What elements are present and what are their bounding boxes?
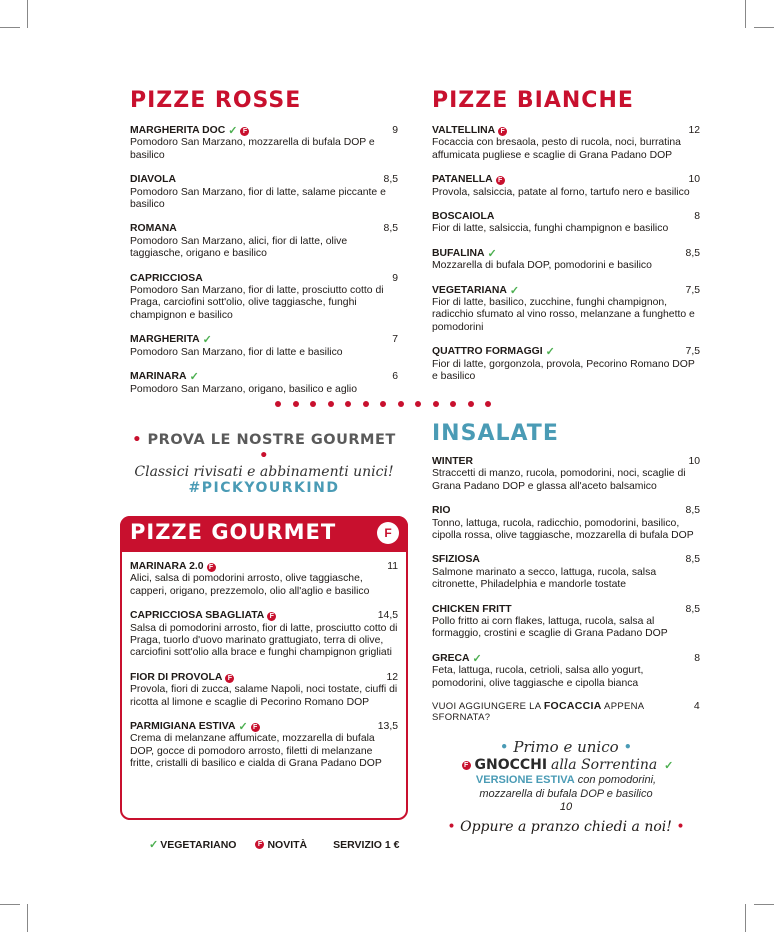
- divider-dot: [363, 401, 369, 407]
- gourmet-promo: [130, 432, 398, 496]
- menu-item-price: 14,5: [377, 610, 398, 622]
- focaccia-addon: [432, 700, 700, 723]
- menu-item-header: [130, 334, 398, 346]
- menu-item-description: Focaccia con bresaola, pesto di rucola, noci, burratina affumicata pugliese e scaglie di Grana Padano DOP: [432, 137, 681, 161]
- menu-item-description: Pomodoro San Marzano, fior di latte e basilico: [130, 346, 343, 358]
- menu-item-description: Pomodoro San Marzano, fior di latte, salame piccante e basilico: [130, 186, 386, 211]
- menu-item-name: GRECA: [432, 652, 470, 664]
- menu-item-name: FIOR DI PROVOLA: [130, 671, 223, 683]
- crop-mark: [27, 904, 28, 932]
- menu-item-header: [432, 346, 700, 358]
- menu-item-price: 8,5: [685, 247, 700, 259]
- menu-item-header: [432, 248, 700, 260]
- menu-item-name: MARGHERITA DOC: [130, 125, 226, 136]
- menu-item-header: [432, 174, 700, 186]
- lunch-text: Oppure a pranzo chiedi a noi!: [460, 819, 672, 835]
- divider-dot: [345, 401, 351, 407]
- menu-item-description: Mozzarella di bufala DOP, pomodorini e basilico: [432, 260, 652, 272]
- menu-item-name: CAPRICCIOSA: [130, 272, 203, 284]
- legend-new-label: NOVITÀ: [267, 838, 308, 851]
- menu-item: [432, 285, 700, 335]
- menu-item-description: Provola, salsiccia, patate al forno, tartufo nero e basilico: [432, 186, 690, 198]
- crop-mark: [754, 904, 774, 905]
- legend: [146, 838, 399, 851]
- menu-item: [130, 610, 398, 660]
- divider-dot: [310, 401, 316, 407]
- menu-item-name: VALTELLINA: [432, 125, 496, 136]
- gnocchi-line: [432, 756, 700, 773]
- vegetarian-icon: ✓: [149, 839, 159, 851]
- menu-item: [130, 371, 398, 396]
- bullet-icon: •: [259, 448, 269, 464]
- menu-item-name: MARINARA 2.0: [130, 561, 204, 572]
- focaccia-post: APPENA SFORNATA?: [432, 701, 644, 723]
- versione-desc-2: mozzarella di bufala DOP e basilico: [479, 788, 653, 800]
- vegetarian-icon: ✓: [228, 125, 238, 137]
- promo-subtitle: Classici rivisati e abbinamenti unici!: [134, 464, 394, 480]
- insalate-title: INSALATE: [432, 421, 559, 446]
- crop-mark: [0, 27, 20, 28]
- divider-dot: [380, 401, 386, 407]
- menu-item-header: [130, 223, 398, 235]
- versione-estiva: [432, 773, 700, 801]
- menu-item-header: [130, 672, 398, 684]
- menu-item-name: PARMIGIANA ESTIVA: [130, 721, 236, 733]
- menu-item-description: Pomodoro San Marzano, origano, basilico e aglio: [130, 383, 357, 395]
- menu-item-description: Pomodoro San Marzano, alici, fior di latte, olive taggiasche, origano e basilico: [130, 235, 348, 260]
- menu-item-description: Straccetti di manzo, rucola, pomodorini, noci, scaglie di Grana Padano DOP e glassa all'aceto balsamico: [432, 468, 686, 492]
- vegetarian-icon: ✓: [664, 760, 674, 772]
- menu-item-header: [130, 371, 398, 383]
- menu-item-name: PATANELLA: [432, 174, 493, 186]
- insalate-list: [432, 456, 700, 702]
- divider-dot: [415, 401, 421, 407]
- divider-dot: [485, 401, 491, 407]
- gourmet-badge-icon: F: [377, 522, 399, 544]
- menu-item: [432, 604, 700, 641]
- menu-item-description: Feta, lattuga, rucola, cetrioli, salsa allo yogurt, pomodorini, olive taggiasche e cipolla bianca: [432, 665, 644, 689]
- menu-item-name: VEGETARIANA: [432, 284, 507, 296]
- vegetarian-icon: ✓: [472, 652, 482, 665]
- menu-item: [130, 273, 398, 323]
- divider-dot: [293, 401, 299, 407]
- pizze-gourmet-title: PIZZE GOURMET: [130, 520, 337, 544]
- menu-item-description: Provola, fiori di zucca, salame Napoli, noci tostate, ciuffi di ricotta al limone e scaglie di Pecorino Romano DOP: [130, 684, 398, 708]
- menu-item-description: Tonno, lattuga, rucola, radicchio, pomodorini, basilico, cipolla rossa, olive taggiasche, mozzarella di bufala DOP: [432, 517, 694, 542]
- menu-item: [130, 125, 398, 162]
- divider-dot: [328, 401, 334, 407]
- bullet-icon: •: [676, 819, 685, 835]
- versione-label: VERSIONE ESTIVA: [475, 774, 575, 786]
- menu-item: [130, 672, 398, 709]
- menu-item-price: 8,5: [383, 174, 398, 186]
- menu-item: [432, 653, 700, 690]
- menu-item-name: WINTER: [432, 456, 473, 467]
- menu-item: [432, 456, 700, 493]
- focaccia-pre: VUOI AGGIUNGERE LA: [432, 701, 544, 712]
- menu-item: [432, 554, 700, 591]
- menu-item: [130, 721, 398, 771]
- vegetarian-icon: ✓: [238, 721, 248, 734]
- menu-item-name: RIO: [432, 505, 451, 517]
- crop-mark: [754, 27, 774, 28]
- menu-item-price: 7: [392, 334, 398, 346]
- menu-item-header: [130, 721, 398, 733]
- pizze-rosse-list: [130, 125, 398, 408]
- menu-item-description: Crema di melanzane affumicate, mozzarella di bufala DOP, gocce di pomodoro arrosto, filetti di melanzane fritte, cristalli di basilico e cialda di Grana Padano DOP: [130, 733, 382, 770]
- pizze-bianche-title: PIZZE BIANCHE: [432, 88, 634, 113]
- pizze-rosse-title: PIZZE ROSSE: [130, 88, 302, 113]
- bullet-icon: •: [499, 738, 509, 756]
- menu-item-price: 6: [392, 371, 398, 383]
- crop-mark: [0, 904, 20, 905]
- menu-item-header: [432, 456, 700, 468]
- menu-item-description: Pollo fritto ai corn flakes, lattuga, rucola, salsa al formaggio, crostini e scaglie di Grana Padano DOP: [432, 616, 668, 640]
- new-icon: F: [462, 761, 471, 770]
- menu-item: [130, 174, 398, 211]
- gnocchi-price: 10: [559, 801, 573, 813]
- menu-item: [432, 174, 700, 199]
- menu-item-header: [130, 561, 398, 573]
- promo-hashtag: #PICKYOURKIND: [188, 480, 340, 496]
- menu-item-name: ROMANA: [130, 223, 177, 235]
- menu-item-description: Fior di latte, basilico, zucchine, funghi champignon, radicchio sfumato al vino rosso, melanzane a funghetto e pomodorini: [432, 297, 695, 333]
- focaccia-price: 4: [693, 700, 700, 712]
- divider-dot: [450, 401, 456, 407]
- menu-item-header: [432, 285, 700, 297]
- menu-item-header: [130, 125, 398, 137]
- pizze-bianche-list: [432, 125, 700, 396]
- menu-item: [130, 223, 398, 260]
- versione-desc: con pomodorini,: [577, 774, 657, 786]
- menu-item-name: BUFALINA: [432, 247, 485, 259]
- menu-item-header: [432, 554, 700, 566]
- menu-item-header: [432, 125, 700, 137]
- crop-mark: [745, 0, 746, 28]
- legend-veg: [146, 838, 236, 851]
- gnocchi-promo: [432, 738, 700, 835]
- menu-item-price: 8: [694, 652, 700, 664]
- menu-item-price: 8,5: [685, 603, 700, 615]
- menu-item-description: Fior di latte, gorgonzola, provola, Pecorino Romano DOP e basilico: [432, 358, 695, 383]
- menu-item-price: 13,5: [377, 721, 398, 733]
- menu-item-name: CHICKEN FRITT: [432, 603, 512, 615]
- menu-item-description: Alici, salsa di pomodorini arrosto, olive taggiasche, capperi, origano, prezzemolo, olio all'aglio e basilico: [130, 573, 370, 597]
- promo-title: [130, 432, 398, 464]
- menu-item-description: Salmone marinato a secco, lattuga, rucola, salsa citronette, Philadelphia e mandorle tostate: [432, 566, 657, 591]
- crop-mark: [745, 904, 746, 932]
- menu-item-name: QUATTRO FORMAGGI: [432, 346, 543, 358]
- divider-dot: [468, 401, 474, 407]
- divider-dot: [275, 401, 281, 407]
- vegetarian-icon: ✓: [509, 284, 520, 297]
- menu-item-price: 12: [688, 125, 700, 136]
- menu-item-price: 8,5: [685, 505, 700, 517]
- menu-item-header: [130, 610, 398, 622]
- focaccia-bold: FOCACCIA: [543, 700, 602, 712]
- menu-item-price: 10: [688, 456, 700, 467]
- menu-item-description: Pomodoro San Marzano, fior di latte, prosciutto cotto di Praga, carciofini sott'olio, olive taggiasche, funghi champignon e basilico: [130, 285, 384, 321]
- pizze-gourmet-list: [130, 561, 398, 783]
- new-icon: F: [498, 127, 507, 136]
- new-icon: F: [251, 723, 260, 732]
- menu-item: [432, 125, 700, 162]
- menu-item: [130, 561, 398, 598]
- new-icon: F: [496, 176, 505, 185]
- vegetarian-icon: ✓: [487, 247, 497, 260]
- menu-item-name: BOSCAIOLA: [432, 211, 495, 223]
- menu-item-price: 10: [688, 174, 700, 186]
- legend-veg-label: VEGETARIANO: [160, 838, 237, 851]
- menu-item-price: 8,5: [685, 554, 700, 566]
- menu-item-name: MARINARA: [130, 371, 187, 383]
- menu-item-name: CAPRICCIOSA SBAGLIATA: [130, 610, 265, 622]
- bullet-icon: •: [623, 738, 633, 756]
- menu-item-price: 7,5: [685, 346, 700, 358]
- lunch-line: [432, 819, 700, 835]
- menu-item-price: 7,5: [685, 284, 700, 296]
- menu-item: [432, 346, 700, 383]
- menu-item: [432, 211, 700, 236]
- menu-item-header: [432, 211, 700, 223]
- legend-new: [252, 839, 307, 851]
- divider-dot: [398, 401, 404, 407]
- vegetarian-icon: ✓: [202, 334, 212, 347]
- menu-item-description: Fior di latte, salsiccia, funghi champignon e basilico: [432, 223, 669, 235]
- promo-title-text: PROVA LE NOSTRE GOURMET: [147, 432, 396, 448]
- gnocchi-word: GNOCCHI: [474, 757, 548, 773]
- new-icon: F: [267, 612, 276, 621]
- new-icon: F: [225, 674, 234, 683]
- bullet-icon: •: [447, 819, 456, 835]
- menu-item: [432, 505, 700, 542]
- new-icon: F: [207, 563, 216, 572]
- vegetarian-icon: ✓: [545, 346, 555, 359]
- menu-item-price: 9: [392, 125, 398, 136]
- menu-item-price: 11: [387, 561, 398, 572]
- dotted-divider: [275, 401, 491, 407]
- menu-item-name: MARGHERITA: [130, 334, 200, 346]
- menu-item-description: Salsa di pomodorini arrosto, fior di latte, prosciutto cotto di Praga, tuorlo d'uovo marinato grattugiato, terra di olive, carciofini sott'olio alla brace e funghi champignon grigliati: [130, 622, 398, 659]
- crop-mark: [27, 0, 28, 28]
- divider-dot: [433, 401, 439, 407]
- service-charge: SERVIZIO 1 €: [333, 838, 400, 851]
- vegetarian-icon: ✓: [189, 371, 199, 384]
- menu-item-price: 8: [694, 211, 700, 223]
- menu-item-price: 9: [392, 272, 398, 284]
- menu-item: [432, 248, 700, 273]
- alla-sorrentina: alla Sorrentina: [550, 757, 658, 773]
- primo-line: [432, 738, 700, 756]
- menu-item-header: [130, 174, 398, 186]
- menu-item: [130, 334, 398, 359]
- menu-item-name: DIAVOLA: [130, 174, 176, 186]
- bullet-icon: •: [132, 432, 142, 448]
- new-icon: F: [240, 127, 249, 136]
- menu-item-header: [432, 505, 700, 517]
- primo-text: Primo e unico: [513, 738, 619, 756]
- menu-item-price: 12: [386, 671, 398, 683]
- menu-item-header: [432, 653, 700, 665]
- menu-item-header: [130, 273, 398, 285]
- menu-item-name: SFIZIOSA: [432, 554, 480, 566]
- menu-item-price: 8,5: [383, 223, 398, 235]
- menu-item-description: Pomodoro San Marzano, mozzarella di bufala DOP e basilico: [130, 137, 375, 161]
- menu-item-header: [432, 604, 700, 616]
- new-icon: F: [255, 840, 264, 849]
